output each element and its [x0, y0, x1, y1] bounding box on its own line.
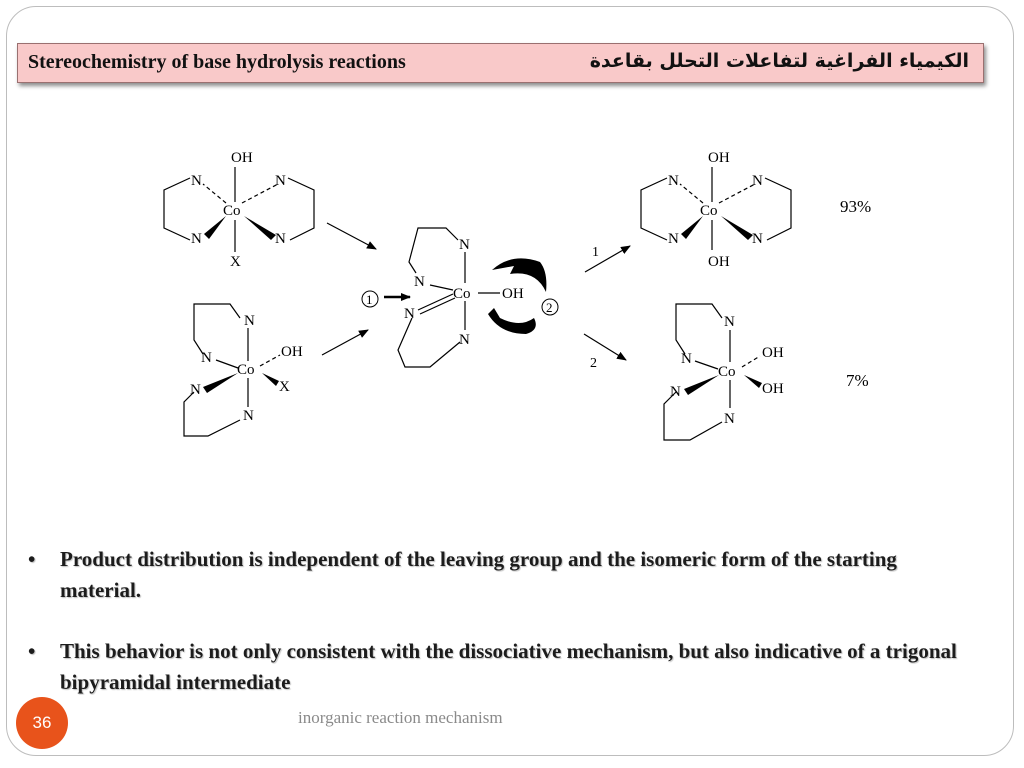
atom-n: N	[191, 231, 202, 247]
bullet-icon: •	[28, 547, 36, 571]
product-cis-complex	[664, 304, 760, 440]
wedge-bond	[744, 375, 762, 388]
yield-trans-product: 93%	[840, 197, 872, 216]
atom-n: N	[414, 274, 425, 290]
tbp-intermediate	[398, 228, 500, 367]
atom-oh: OH	[762, 381, 784, 397]
atom-n: N	[244, 313, 255, 329]
bullet-list	[28, 544, 968, 698]
slide-title-english: Stereochemistry of base hydrolysis reactions	[28, 51, 406, 73]
atom-oh: OH	[708, 254, 730, 270]
wedge-bond	[681, 216, 703, 239]
atom-n: N	[752, 231, 763, 247]
path-1-label: 1	[592, 245, 599, 260]
wedge-bond	[244, 216, 276, 240]
bullet-item	[28, 636, 968, 698]
atom-n: N	[724, 314, 735, 330]
bullet-icon: •	[28, 639, 36, 663]
atom-oh: OH	[502, 286, 524, 302]
atom-oh: OH	[708, 150, 730, 166]
yield-cis-product: 7%	[846, 371, 869, 390]
atom-co: Co	[237, 362, 255, 378]
atom-x: X	[230, 254, 241, 270]
reaction-arrow	[327, 223, 376, 249]
atom-n: N	[668, 173, 679, 189]
atom-n: N	[724, 411, 735, 427]
atom-n: N	[243, 408, 254, 424]
wedge-bond	[203, 373, 238, 393]
atom-n: N	[670, 384, 681, 400]
rotation-arrow-bottom	[488, 308, 536, 334]
atom-n: N	[190, 382, 201, 398]
slide-title-arabic: الكيمياء الفراغية لتفاعلات التحلل بقاعدة	[589, 50, 969, 72]
reactant-cis-complex	[184, 304, 280, 436]
reaction-arrow	[322, 330, 368, 355]
atom-n: N	[459, 332, 470, 348]
bullet-text: This behavior is not only consistent with the dissociative mechanism, but also indicative of a trigonal bipyramidal intermediate	[60, 639, 957, 694]
atom-oh: OH	[281, 344, 303, 360]
atom-n: N	[681, 351, 692, 367]
atom-n: N	[668, 231, 679, 247]
wedge-bond	[204, 216, 226, 239]
atom-co: Co	[718, 364, 736, 380]
atom-n: N	[459, 237, 470, 253]
atom-oh: OH	[762, 345, 784, 361]
atom-oh: OH	[231, 150, 253, 166]
atom-n: N	[201, 350, 212, 366]
attack-site-1-label: 1	[366, 292, 373, 307]
atom-co: Co	[453, 286, 471, 302]
atom-n: N	[275, 173, 286, 189]
atom-n: N	[404, 306, 415, 322]
bullet-item	[28, 544, 968, 606]
attack-site-2-label: 2	[546, 300, 553, 315]
bullet-text: Product distribution is independent of the leaving group and the isomeric form of the starting material.	[60, 547, 897, 602]
wedge-bond	[684, 375, 719, 395]
atom-n: N	[275, 231, 286, 247]
wedge-bond	[721, 216, 753, 240]
footer-text: inorganic reaction mechanism	[298, 708, 503, 727]
atom-co: Co	[223, 203, 241, 219]
page-number-badge: 36	[16, 697, 68, 749]
atom-n: N	[752, 173, 763, 189]
path-2-label: 2	[590, 356, 597, 371]
atom-x: X	[279, 379, 290, 395]
wedge-bond	[262, 373, 279, 386]
atom-n: N	[191, 173, 202, 189]
atom-co: Co	[700, 203, 718, 219]
